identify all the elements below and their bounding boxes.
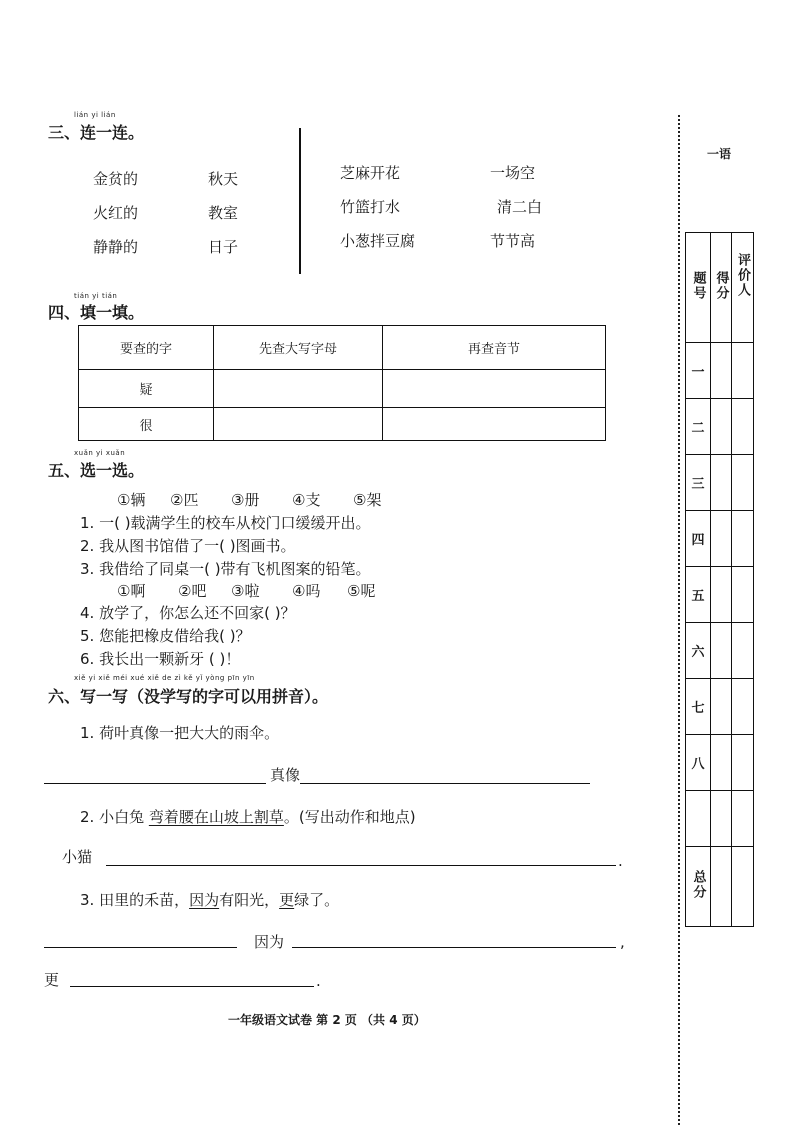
score-cell[interactable] — [711, 343, 732, 399]
s6-q3-end: . — [316, 972, 321, 990]
score-cell[interactable] — [711, 847, 732, 927]
s3-right-item: 竹篮打水 — [340, 198, 401, 216]
s6-q3-blank1[interactable] — [44, 947, 237, 948]
s5-option: ⑤架 — [353, 491, 382, 509]
s6-q3-blank2[interactable] — [292, 947, 616, 948]
table-answer-cell[interactable] — [383, 370, 606, 408]
binding-dotted-line — [678, 115, 680, 1125]
score-table — [685, 232, 754, 927]
s6-q1: 1. 荷叶真像一把大大的雨伞。 — [80, 724, 280, 742]
s5-item: 5. 您能把橡皮借给我( )？ — [80, 627, 251, 645]
s6-q2-end: . — [618, 852, 623, 870]
table-answer-cell[interactable] — [214, 408, 383, 441]
s3-pinyin: lián yi lián — [74, 111, 116, 119]
s3-left-match: 日子 — [208, 238, 239, 256]
score-row-label: 六 — [686, 623, 711, 679]
score-row-label — [686, 791, 711, 847]
score-cell[interactable] — [711, 791, 732, 847]
score-cell[interactable] — [732, 343, 754, 399]
s3-right-match: 节节高 — [490, 232, 536, 250]
score-row-label: 七 — [686, 679, 711, 735]
s6-q3-suffix: 绿了。 — [294, 891, 340, 909]
score-row-label: 四 — [686, 511, 711, 567]
score-cell[interactable] — [711, 511, 732, 567]
score-cell[interactable] — [732, 511, 754, 567]
s6-q1-blank-right[interactable] — [300, 783, 590, 784]
score-cell[interactable] — [711, 679, 732, 735]
s3-right-match: 一场空 — [490, 164, 536, 182]
s6-q3 — [80, 889, 339, 910]
s3-left-match: 教室 — [208, 204, 239, 222]
score-row-label: 八 — [686, 735, 711, 791]
s3-right-match: 清二白 — [497, 198, 543, 216]
score-row-label: 一 — [686, 343, 711, 399]
s6-q1-blank-left[interactable] — [44, 783, 266, 784]
s6-q3-mid: 有阳光， — [219, 891, 280, 909]
score-cell[interactable] — [732, 791, 754, 847]
s6-q3-under2: 更 — [279, 891, 295, 909]
s5-title: 五、选一选。 — [48, 461, 145, 480]
s5-option: ④支 — [292, 491, 321, 509]
score-cell[interactable] — [732, 623, 754, 679]
score-cell[interactable] — [711, 735, 732, 791]
s3-left-item: 金贫的 — [93, 170, 139, 188]
score-cell[interactable] — [711, 567, 732, 623]
s6-q3-under1: 因为 — [189, 891, 220, 909]
s5-item: 3. 我借给了同桌一( )带有飞机图案的铅笔。 — [80, 560, 371, 578]
s6-q2-lead: 小猫 — [62, 848, 93, 866]
s6-q3-ans-lead2: 更 — [44, 971, 60, 989]
score-cell[interactable] — [711, 399, 732, 455]
score-cell[interactable] — [732, 567, 754, 623]
page-footer: 一年级语文试卷 第 2 页 （共 4 页） — [228, 1013, 426, 1027]
score-header: 得分 — [711, 233, 732, 343]
score-cell[interactable] — [711, 455, 732, 511]
score-row-label: 五 — [686, 567, 711, 623]
score-header: 题号 — [686, 233, 711, 343]
s6-q2 — [80, 806, 416, 827]
score-cell[interactable] — [732, 847, 754, 927]
s3-left-item: 静静的 — [93, 238, 139, 256]
score-cell[interactable] — [732, 455, 754, 511]
s3-left-item: 火红的 — [93, 204, 139, 222]
score-cell[interactable] — [711, 623, 732, 679]
table-answer-cell[interactable] — [383, 408, 606, 441]
s6-title: 六、写一写（没学写的字可以用拼音）。 — [48, 687, 329, 706]
table-header: 再查音节 — [383, 326, 606, 370]
score-cell[interactable] — [732, 735, 754, 791]
s6-q3-prefix: 3. 田里的禾苗， — [80, 891, 190, 909]
score-cell[interactable] — [732, 679, 754, 735]
s5-option: ②吧 — [178, 582, 207, 600]
table-cell: 疑 — [79, 370, 214, 408]
score-total-label: 总分 — [686, 847, 711, 927]
table-header: 先查大写字母 — [214, 326, 383, 370]
table-header: 要查的字 — [79, 326, 214, 370]
side-label: 一语 — [707, 147, 732, 161]
s5-option: ⑤呢 — [347, 582, 376, 600]
s6-q2-underlined: 弯着腰在山坡上割草 — [148, 808, 284, 826]
s6-q2-suffix: 。(写出动作和地点) — [283, 808, 416, 826]
s5-item: 2. 我从图书馆借了一( )图画书。 — [80, 537, 296, 555]
lookup-table — [78, 325, 606, 441]
score-row-label: 二 — [686, 399, 711, 455]
s3-divider — [299, 128, 301, 274]
s5-item: 1. 一( )载满学生的校车从校门口缓缓开出。 — [80, 514, 371, 532]
s5-option: ④吗 — [292, 582, 321, 600]
s6-q3-ans-mid: 因为 — [254, 933, 285, 951]
s4-title: 四、填一填。 — [48, 303, 145, 322]
s5-item: 6. 我长出一颗新牙 ( )！ — [80, 650, 241, 668]
score-cell[interactable] — [732, 399, 754, 455]
table-cell: 很 — [79, 408, 214, 441]
table-answer-cell[interactable] — [214, 370, 383, 408]
s6-q2-prefix: 2. 小白兔 — [80, 808, 149, 826]
s6-q2-blank[interactable] — [106, 865, 616, 866]
s4-pinyin: tián yi tián — [74, 292, 118, 300]
s5-option: ③册 — [231, 491, 260, 509]
s6-q3-blank3[interactable] — [70, 986, 314, 987]
score-row-label: 三 — [686, 455, 711, 511]
score-header: 评价人 — [732, 233, 754, 343]
s5-option: ②匹 — [170, 491, 199, 509]
s5-option: ①啊 — [117, 582, 146, 600]
s5-option: ③啦 — [231, 582, 260, 600]
s6-q3-comma: , — [620, 933, 625, 951]
s5-pinyin: xuǎn yi xuǎn — [74, 449, 126, 457]
s3-right-item: 芝麻开花 — [340, 164, 401, 182]
s6-pinyin: xiě yi xiě méi xué xiě de zì kě yǐ yòng pīn yīn — [74, 674, 255, 682]
s5-option: ①辆 — [117, 491, 146, 509]
s5-item: 4. 放学了，你怎么还不回家( )？ — [80, 604, 296, 622]
s6-q1-mid: 真像 — [270, 766, 301, 784]
s3-title: 三、连一连。 — [48, 123, 145, 142]
s3-right-item: 小葱拌豆腐 — [340, 232, 416, 250]
s3-left-match: 秋天 — [208, 170, 239, 188]
